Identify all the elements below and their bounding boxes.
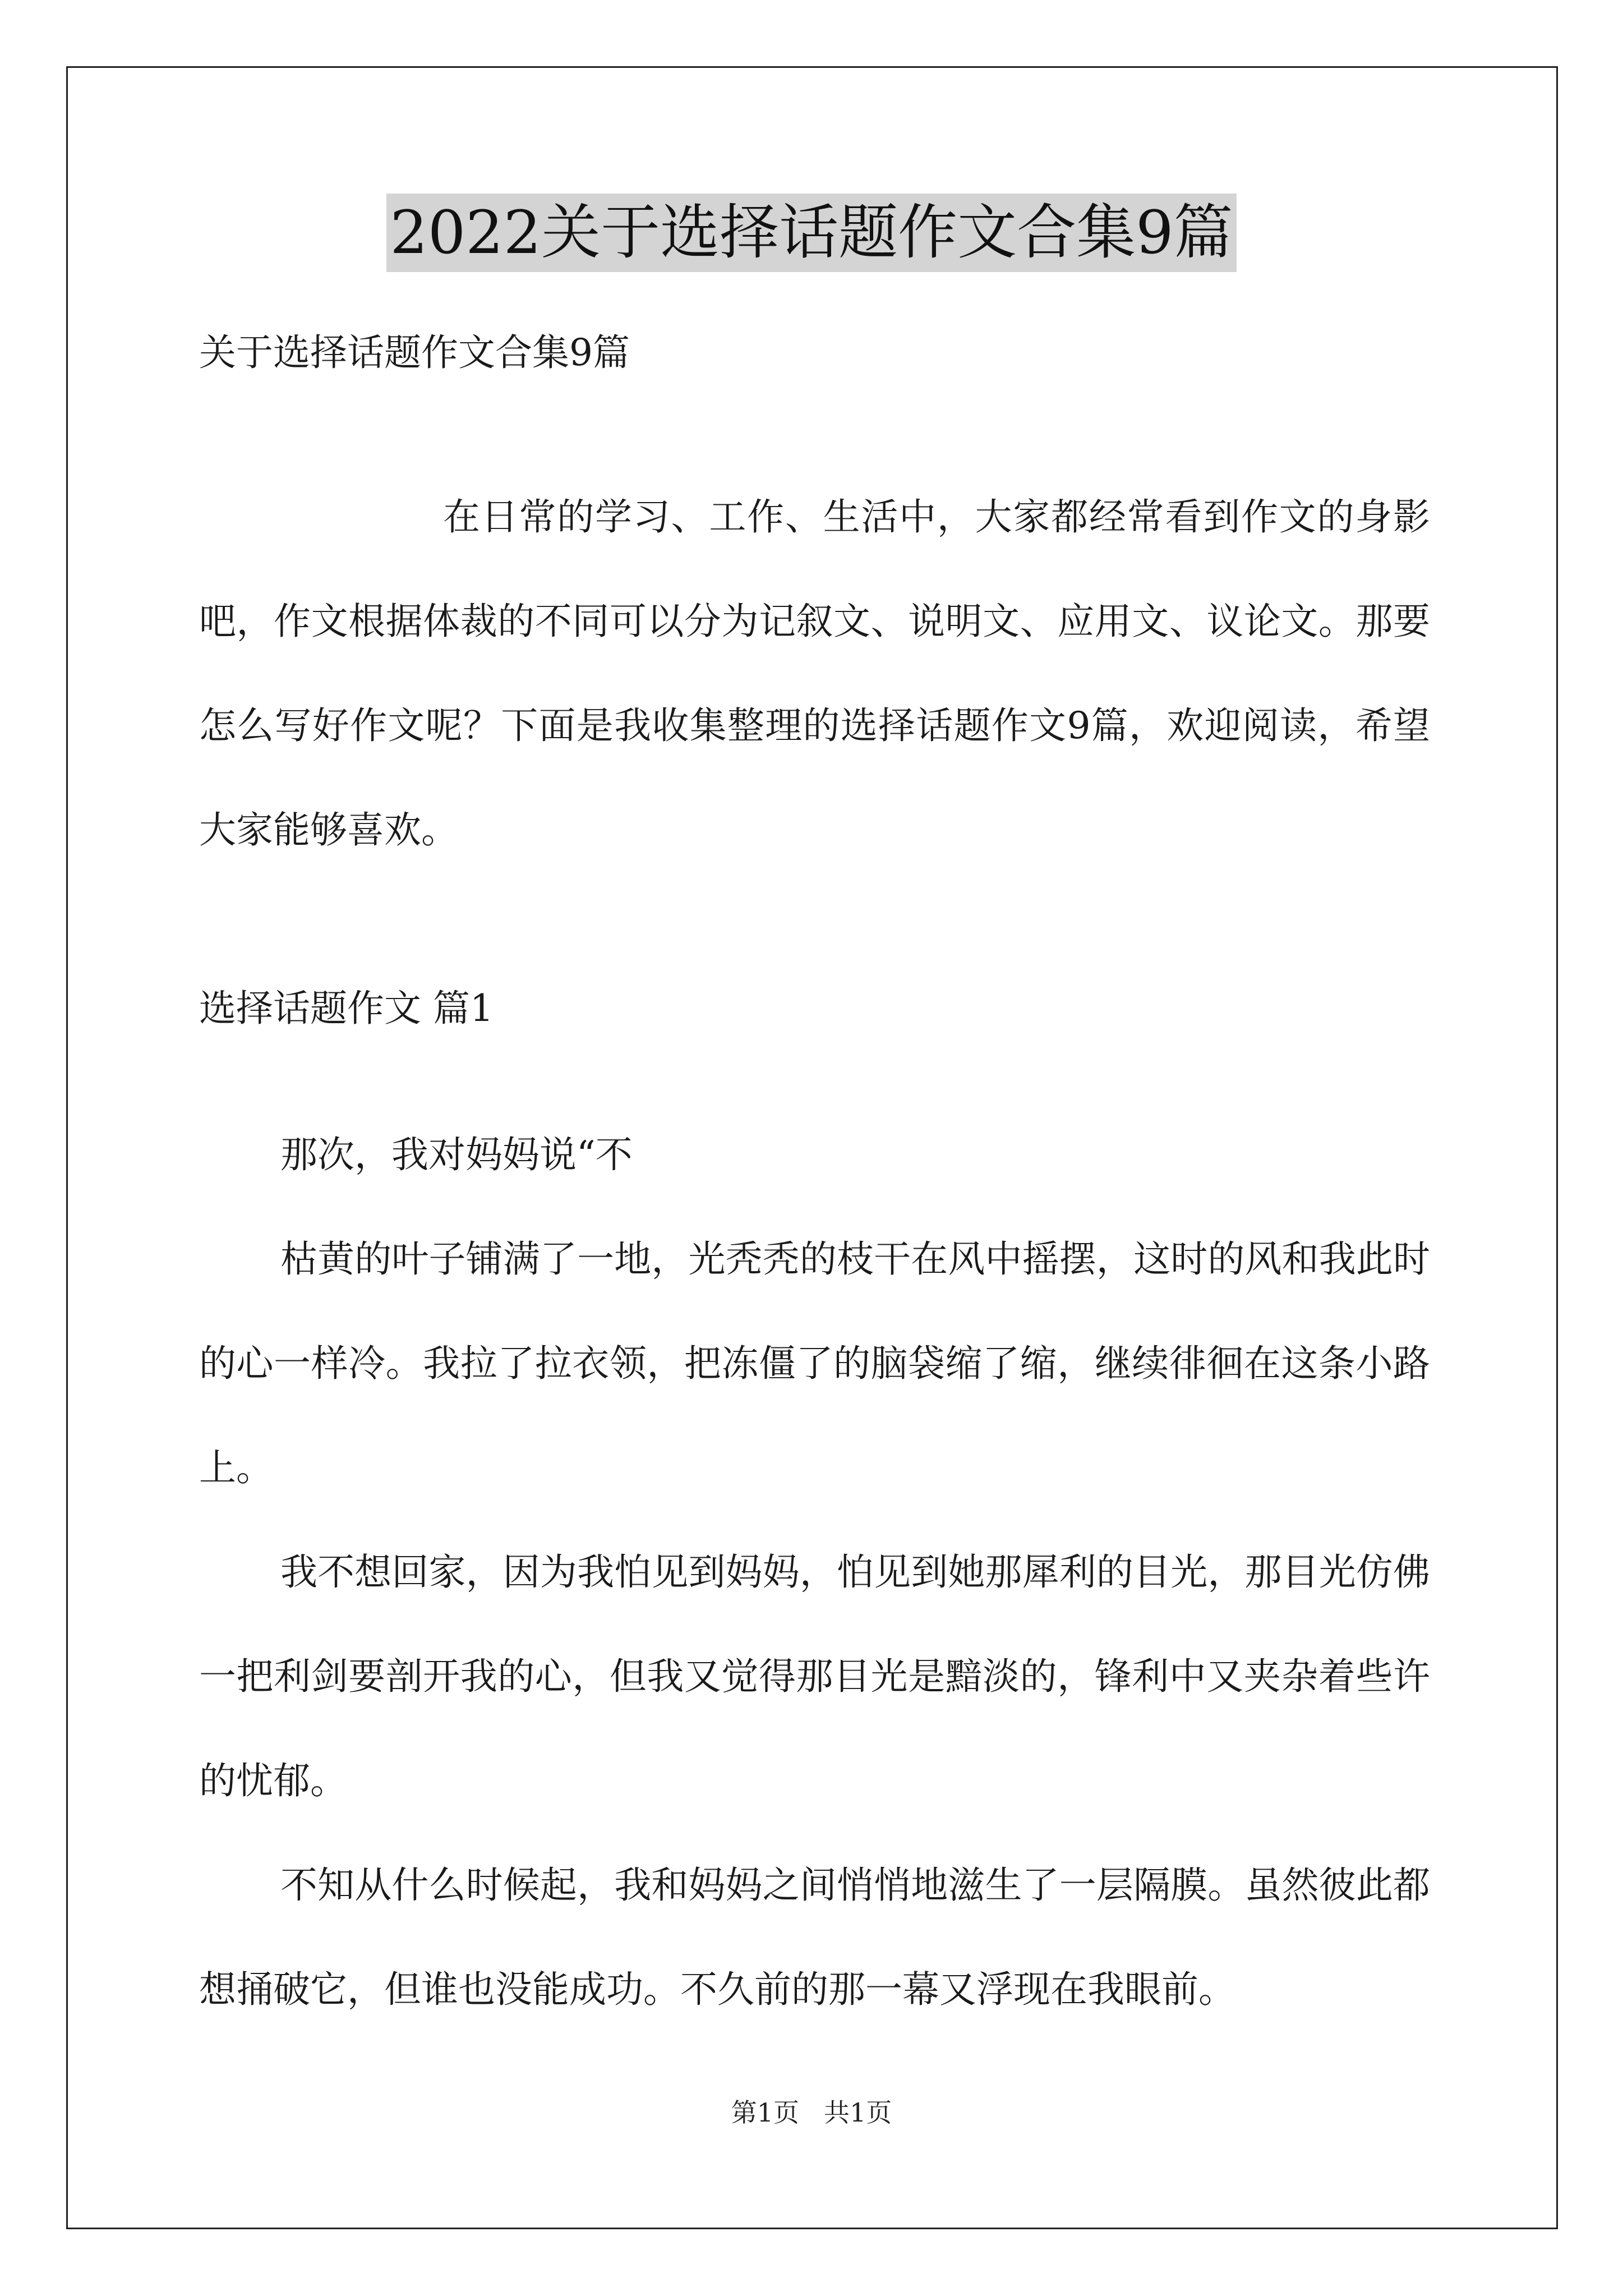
body-paragraph: 我不想回家，因为我怕见到妈妈，怕见到她那犀利的目光，那目光仿佛一把利剑要剖开我的心，但我又觉得那目光是黯淡的，锋利中又夹杂着些许的忧郁。	[199, 1550, 1430, 1802]
body-paragraph: 那次，我对妈妈说“不	[280, 1133, 633, 1176]
page-number-current: 第1页	[731, 2097, 799, 2128]
document-body	[199, 311, 1430, 2042]
document-subtitle: 关于选择话题作文合集9篇	[199, 331, 630, 374]
page-footer	[0, 2096, 1623, 2129]
body-paragraph: 枯黄的叶子铺满了一地，光秃秃的枝干在风中摇摆，这时的风和我此时的心一样冷。我拉了拉衣领，把冻僵了的脑袋缩了缩，继续徘徊在这条小路上。	[199, 1237, 1430, 1489]
intro-paragraph: 在日常的学习、工作、生活中，大家都经常看到作文的身影吧，作文根据体裁的不同可以分为记叙文、说明文、应用文、议论文。那要怎么写好作文呢？下面是我收集整理的选择话题作文9篇，欢迎阅读，希望大家能够喜欢。	[199, 495, 1430, 852]
body-paragraph: 不知从什么时候起，我和妈妈之间悄悄地滋生了一层隔膜。虽然彼此都想捅破它，但谁也没能成功。不久前的那一幕又浮现在我眼前。	[199, 1864, 1430, 2011]
page-number-total: 共1页	[824, 2097, 892, 2128]
section-title: 选择话题作文 篇1	[199, 987, 494, 1030]
document-title: 2022关于选择话题作文合集9篇	[386, 194, 1236, 272]
title-container	[0, 194, 1623, 272]
